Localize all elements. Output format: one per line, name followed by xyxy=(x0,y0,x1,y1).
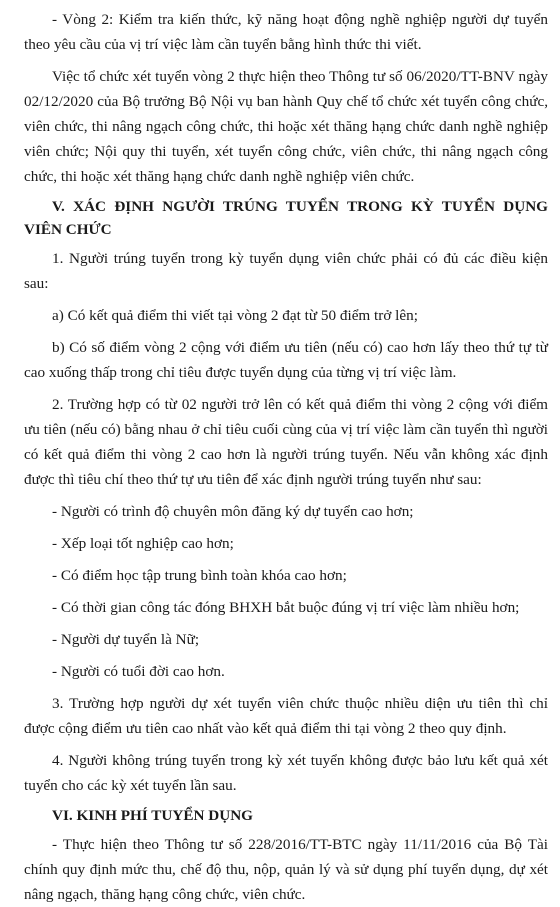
criteria-bullet: - Xếp loại tốt nghiệp cao hơn; xyxy=(52,535,234,552)
section-5-item-1: 1. Người trúng tuyển trong kỳ tuyển dụng viên chức phải có đủ các điều kiện sau: xyxy=(24,250,548,292)
section-5-item-1a: a) Có kết quả điểm thi viết tại vòng 2 đạt từ 50 điểm trở lên; xyxy=(52,307,418,324)
section-5-item-2: 2. Trường hợp có từ 02 người trở lên có kết quả điểm thi vòng 2 cộng với điểm ưu tiên (nếu có) bằng nhau ở chỉ tiêu cuối cùng của vị trí việc làm cần tuyển thì người có kết quả điểm thi vòng 2 cao hơn là người trúng tuyển. Nếu vẫn không xác định được thì tiêu chí theo thứ tự ưu tiên để xác định người trúng tuyển như sau: xyxy=(24,396,548,488)
criteria-bullet: - Có điểm học tập trung bình toàn khóa cao hơn; xyxy=(52,567,347,584)
section-6-paragraph: - Thực hiện theo Thông tư số 228/2016/TT-BTC ngày 11/11/2016 của Bộ Tài chính quy định mức thu, chế độ thu, nộp, quản lý và sử dụng phí tuyển dụng, dự xét nâng ngạch, thăng hạng công chức, viên chức. xyxy=(24,836,548,903)
section-5-item-4: 4. Người không trúng tuyển trong kỳ xét tuyển không được bảo lưu kết quả xét tuyển cho các kỳ xét tuyển lần sau. xyxy=(24,752,548,794)
criteria-bullet: - Người dự tuyển là Nữ; xyxy=(52,631,200,648)
round2-paragraph: - Vòng 2: Kiểm tra kiến thức, kỹ năng hoạt động nghề nghiệp người dự tuyển theo yêu cầu của vị trí việc làm cần tuyển bằng hình thức thi viết. xyxy=(24,11,548,53)
criteria-bullet: - Người có tuổi đời cao hơn. xyxy=(52,663,225,680)
section-6-heading: VI. KINH PHÍ TUYỂN DỤNG xyxy=(52,807,253,824)
section-5-item-3: 3. Trường hợp người dự xét tuyển viên chức thuộc nhiều diện ưu tiên thì chỉ được cộng điểm ưu tiên cao nhất vào kết quả điểm thi tại vòng 2 theo quy định. xyxy=(24,695,548,737)
criteria-bullet: - Có thời gian công tác đóng BHXH bắt buộc đúng vị trí việc làm nhiều hơn; xyxy=(52,599,520,616)
section-5-item-1b: b) Có số điểm vòng 2 cộng với điểm ưu tiên (nếu có) cao hơn lấy theo thứ tự từ cao xuống thấp trong chỉ tiêu được tuyển dụng của từng vị trí việc làm. xyxy=(24,339,548,381)
regulation-paragraph: Việc tổ chức xét tuyển vòng 2 thực hiện theo Thông tư số 06/2020/TT-BNV ngày 02/12/2020 của Bộ trưởng Bộ Nội vụ ban hành Quy chế tổ chức xét tuyển công chức, viên chức, thi nâng ngạch công chức, thi hoặc xét thăng hạng chức danh nghề nghiệp viên chức; Nội quy thi tuyển, xét tuyển công chức, viên chức, thi nâng ngạch công chức, thi hoặc xét thăng hạng chức danh nghề nghiệp viên chức. xyxy=(24,68,548,185)
criteria-bullet: - Người có trình độ chuyên môn đăng ký dự tuyển cao hơn; xyxy=(52,503,414,520)
section-5-heading: V. XÁC ĐỊNH NGƯỜI TRÚNG TUYỂN TRONG KỲ TUYỂN DỤNG VIÊN CHỨC xyxy=(24,198,548,238)
